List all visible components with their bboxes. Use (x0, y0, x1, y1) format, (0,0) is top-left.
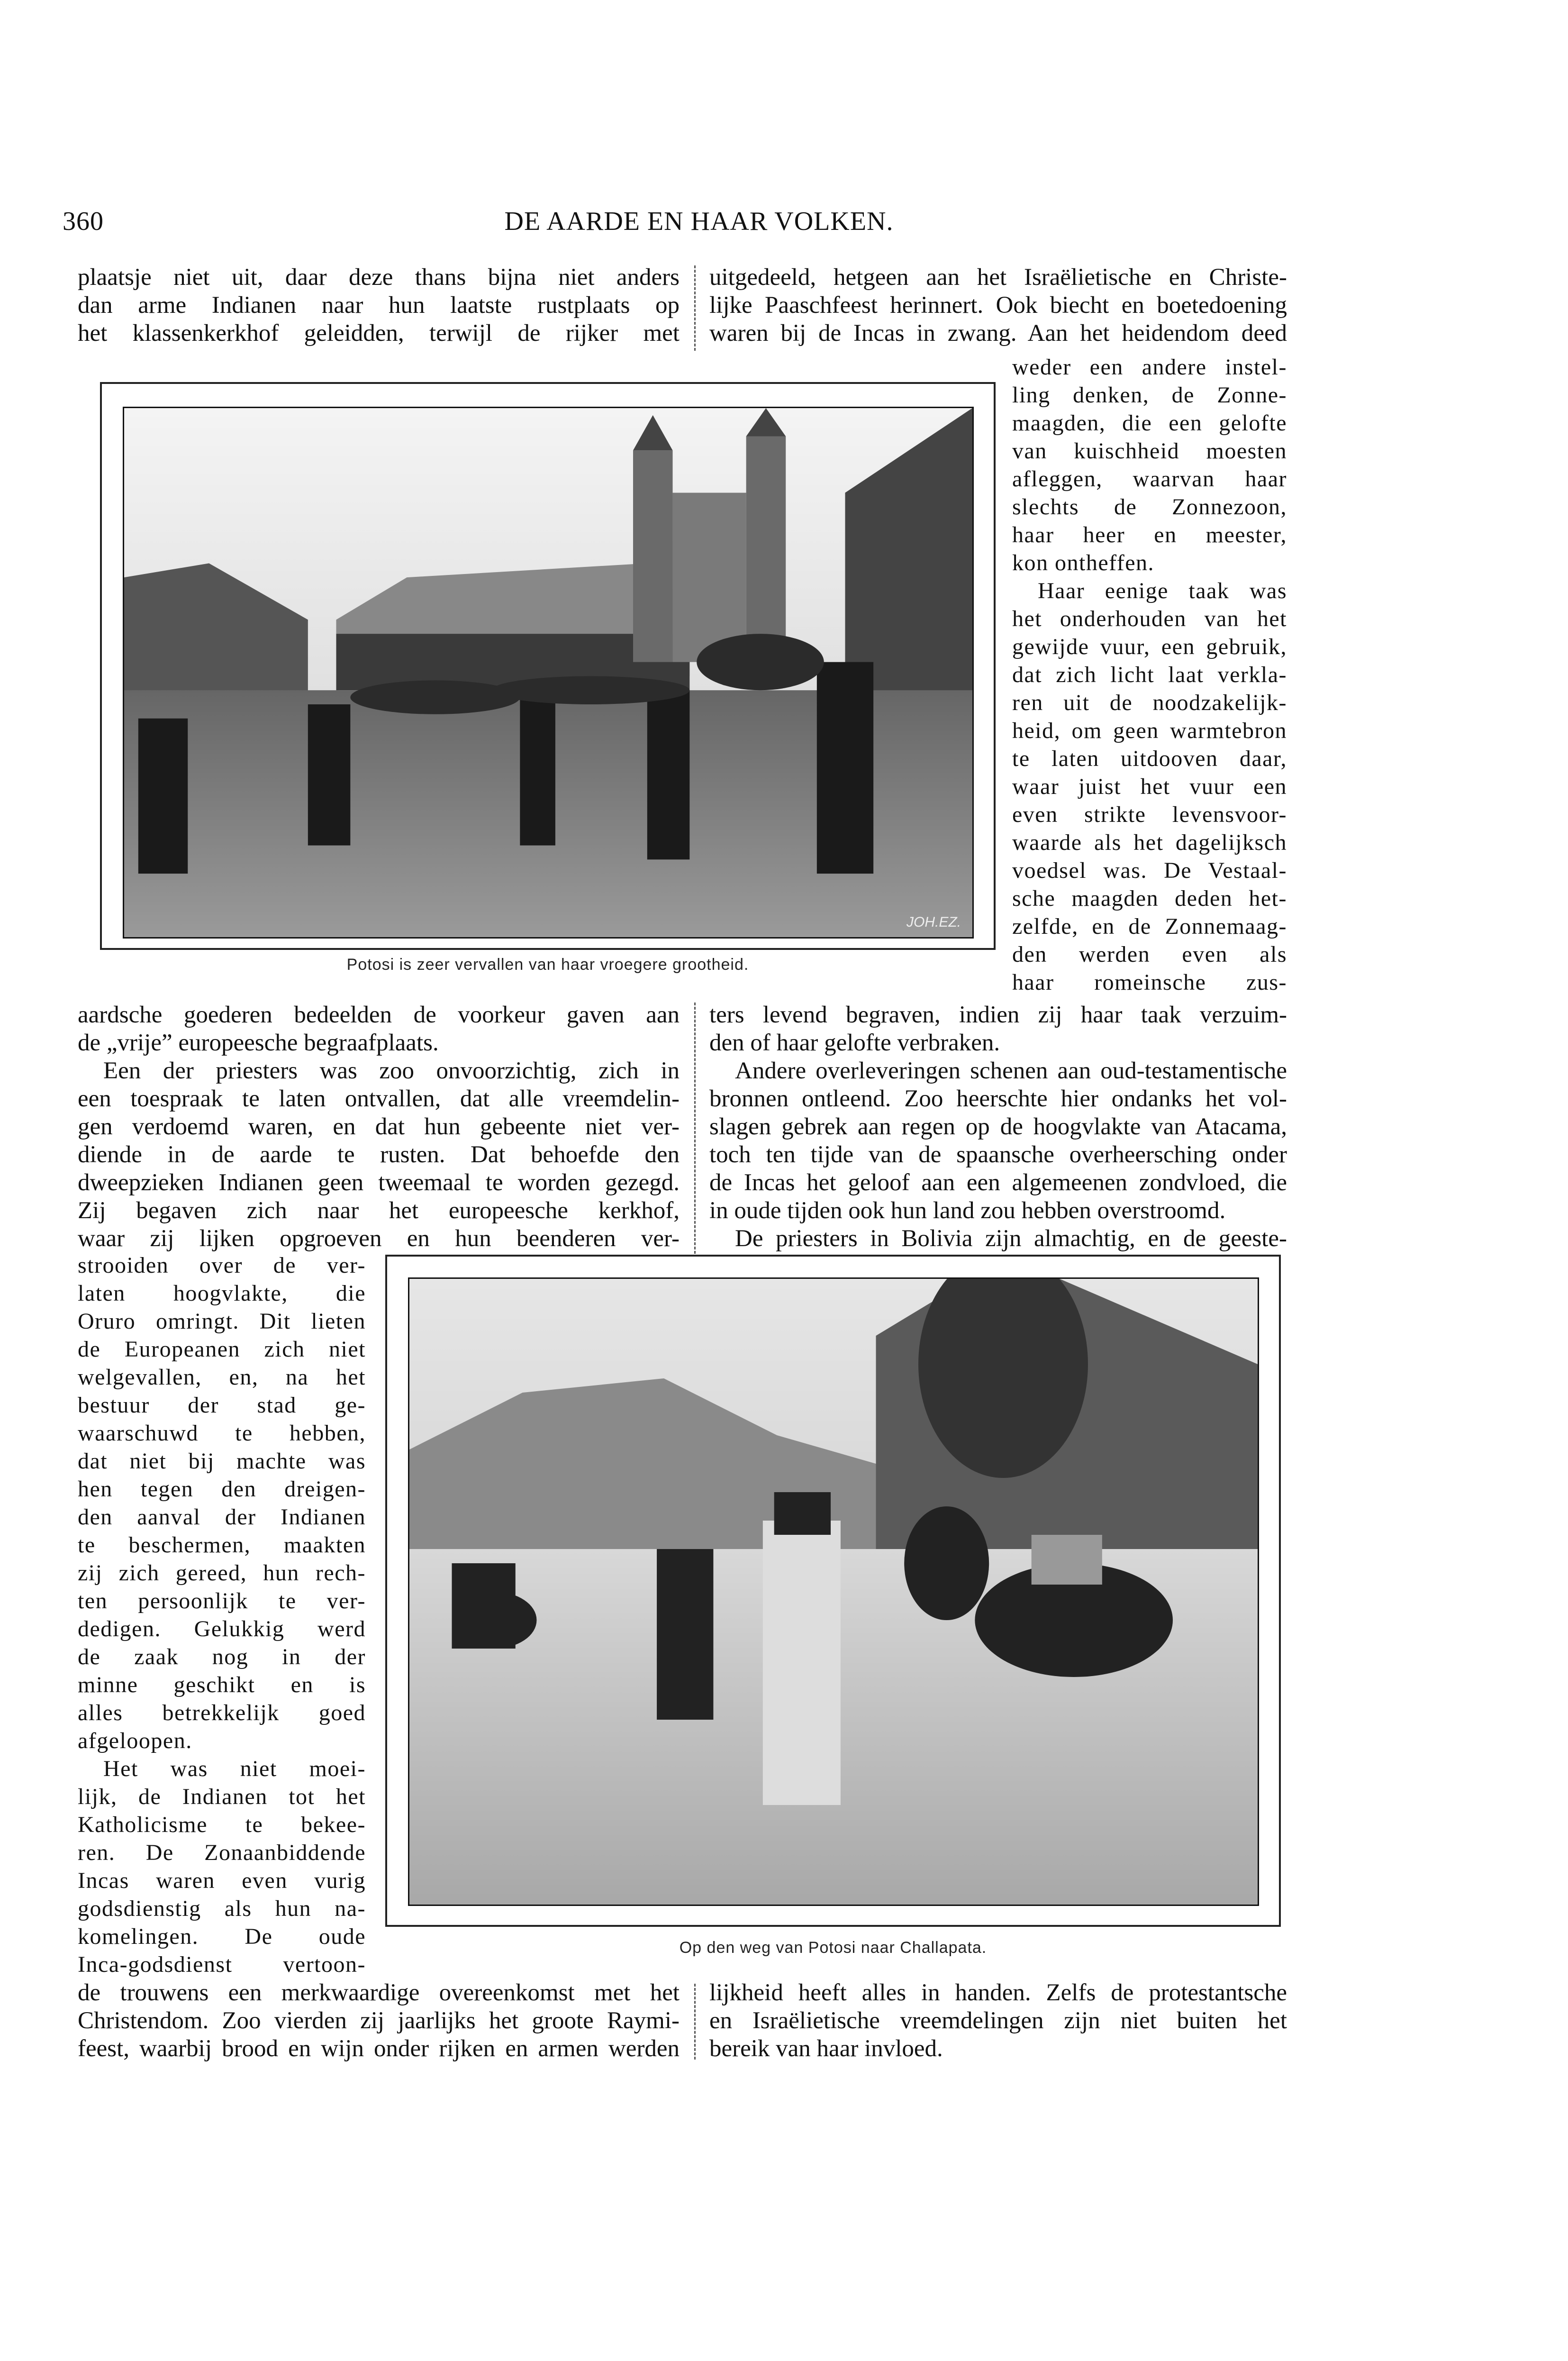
figure-2-frame (385, 1255, 1281, 1927)
text-line: dweepzieken Indianen geen tweemaal te worden gezegd. (78, 1169, 680, 1196)
text-line: slechts de Zonnezoon, (1012, 494, 1287, 520)
text-line: strooiden over de ver- (78, 1253, 366, 1278)
text-line: dat niet bij machte was (78, 1449, 366, 1474)
text-line: uitgedeeld, hetgeen aan het Israëlietische en Christe- (709, 264, 1287, 291)
running-title: DE AARDE EN HAAR VOLKEN. (504, 207, 894, 236)
text-line: waarschuwd te hebben, (78, 1421, 366, 1446)
text-line: minne geschikt en is (78, 1672, 366, 1697)
text-line: toch ten tijde van de spaansche overheersching onder (709, 1141, 1287, 1168)
text-line: hen tegen den dreigen- (78, 1477, 366, 1502)
text-line: waar zij lijken opgroeven en hun beenderen ver- (78, 1225, 680, 1252)
text-line: lijke Paaschfeest herinnert. Ook biecht en boetedoening (709, 292, 1287, 319)
text-line: het klassenkerkhof geleidden, terwijl de rijker met (78, 320, 680, 346)
column-rule (694, 265, 696, 351)
text-line: van kuischheid moesten (1012, 438, 1287, 464)
text-line: maagden, die een gelofte (1012, 410, 1287, 436)
text-line: Oruro omringt. Dit lieten (78, 1309, 366, 1334)
text-line: ling denken, de Zonne- (1012, 383, 1287, 408)
text-line: aardsche goederen bedeelden de voorkeur gaven aan (78, 1002, 680, 1028)
photo-signature: JOH.EZ. (906, 914, 961, 930)
left-narrow-column (78, 1251, 366, 1978)
column-2-middle (709, 1001, 1287, 1253)
column-2-top (709, 264, 1287, 347)
text-line: kon ontheffen. (1012, 550, 1155, 575)
text-line: zij zich gereed, hun rech- (78, 1560, 366, 1586)
text-line: bronnen ontleend. Zoo heerschte hier ondanks het vol- (709, 1085, 1287, 1112)
text-line: Andere overleveringen schenen aan oud-testamentische (735, 1057, 1287, 1084)
text-line: en Israëlietische vreemdelingen zijn niet buiten het (709, 2007, 1287, 2034)
figure-2-photo-road-challapata (408, 1277, 1259, 1906)
text-line: te laten uitdooven daar, (1012, 746, 1287, 771)
text-line: in oude tijden ook hun land zou hebben overstroomd. (709, 1197, 1226, 1224)
text-line: voedsel was. De Vestaal- (1012, 858, 1287, 883)
figure-1-photo-potosi-plaza (123, 407, 974, 939)
text-line: den of haar gelofte verbraken. (709, 1030, 1000, 1056)
text-line: den aanval der Indianen (78, 1504, 366, 1530)
text-line: Het was niet moei- (103, 1756, 366, 1781)
text-line: haar heer en meester, (1012, 522, 1287, 547)
text-line: diende in de aarde te rusten. Dat behoefde den (78, 1141, 680, 1168)
text-line: alles betrekkelijk goed (78, 1700, 366, 1725)
text-line: Haar eenige taak was (1038, 578, 1287, 603)
text-line: godsdienstig als hun na- (78, 1896, 366, 1921)
text-line: de Europeanen zich niet (78, 1337, 366, 1362)
text-line: De priesters in Bolivia zijn almachtig, en de geeste- (735, 1225, 1287, 1252)
figure-1-frame (100, 382, 996, 950)
column-1-middle (78, 1001, 680, 1253)
column-rule (694, 1984, 696, 2060)
text-line: sche maagden deden het- (1012, 886, 1287, 911)
text-line: Katholicisme te bekee- (78, 1812, 366, 1837)
text-line: waar juist het vuur een (1012, 774, 1287, 799)
text-line: een toespraak te laten ontvallen, dat alle vreemdelin- (78, 1085, 680, 1112)
text-line: dan arme Indianen naar hun laatste rustplaats op (78, 292, 680, 319)
text-line: even strikte levensvoor- (1012, 802, 1287, 827)
text-line: Christendom. Zoo vierden zij jaarlijks het groote Raymi- (78, 2007, 680, 2034)
text-line: Zij begaven zich naar het europeesche kerkhof, (78, 1197, 680, 1224)
text-line: lijkheid heeft alles in handen. Zelfs de protestantsche (709, 1979, 1287, 2006)
text-line: de trouwens een merkwaardige overeenkomst met het (78, 1979, 680, 2006)
text-line: gen verdoemd waren, en dat hun gebeente niet ver- (78, 1113, 680, 1140)
text-line: ren. De Zonaanbiddende (78, 1840, 366, 1865)
text-line: afgeloopen. (78, 1728, 192, 1753)
text-line: bestuur der stad ge- (78, 1393, 366, 1418)
right-narrow-column (1012, 353, 1287, 996)
text-line: de Incas het geloof aan een algemeenen zondvloed, die (709, 1169, 1287, 1196)
text-line: Inca-godsdienst vertoon- (78, 1952, 366, 1977)
text-line: ters levend begraven, indien zij haar taak verzuim- (709, 1002, 1287, 1028)
text-line: Incas waren even vurig (78, 1868, 366, 1893)
text-line: de „vrije” europeesche begraafplaats. (78, 1030, 439, 1056)
text-line: haar romeinsche zus- (1012, 970, 1287, 995)
column-1-bottom (78, 1979, 680, 2063)
text-line: lijk, de Indianen tot het (78, 1784, 366, 1809)
text-line: ten persoonlijk te ver- (78, 1588, 366, 1614)
text-line: afleggen, waarvan haar (1012, 466, 1287, 492)
text-line: waren bij de Incas in zwang. Aan het heidendom deed (709, 320, 1287, 346)
text-line: het onderhouden van het (1012, 606, 1287, 631)
text-line: gewijde vuur, een gebruik, (1012, 634, 1287, 659)
text-line: plaatsje niet uit, daar deze thans bijna niet anders (78, 264, 680, 291)
text-line: slagen gebrek aan regen op de hoogvlakte van Atacama, (709, 1113, 1287, 1140)
text-line: bereik van haar invloed. (709, 2035, 943, 2062)
text-line: komelingen. De oude (78, 1924, 366, 1949)
figure-2-caption: Op den weg van Potosi naar Challapata. (679, 1939, 987, 1957)
text-line: dat zich licht laat verkla- (1012, 662, 1287, 687)
figure-1-caption: Potosi is zeer vervallen van haar vroegere grootheid. (346, 956, 749, 974)
column-1-top (78, 264, 680, 347)
text-line: zelfde, en de Zonnemaag- (1012, 914, 1287, 939)
page-number: 360 (63, 207, 104, 236)
text-line: waarde als het dagelijksch (1012, 830, 1287, 855)
text-line: Een der priesters was zoo onvoorzichtig, zich in (103, 1057, 680, 1084)
text-line: den werden even als (1012, 942, 1287, 967)
text-line: laten hoogvlakte, die (78, 1281, 366, 1306)
text-line: heid, om geen warmtebron (1012, 718, 1287, 743)
column-rule (694, 1003, 696, 1254)
text-line: ren uit de noodzakelijk- (1012, 690, 1287, 715)
text-line: te beschermen, maakten (78, 1532, 366, 1558)
text-line: de zaak nog in der (78, 1644, 366, 1669)
column-2-bottom (709, 1979, 1287, 2063)
text-line: feest, waarbij brood en wijn onder rijken en armen werden (78, 2035, 680, 2062)
text-line: welgevallen, en, na het (78, 1365, 366, 1390)
text-line: weder een andere instel- (1012, 355, 1287, 380)
text-line: dedigen. Gelukkig werd (78, 1616, 366, 1641)
